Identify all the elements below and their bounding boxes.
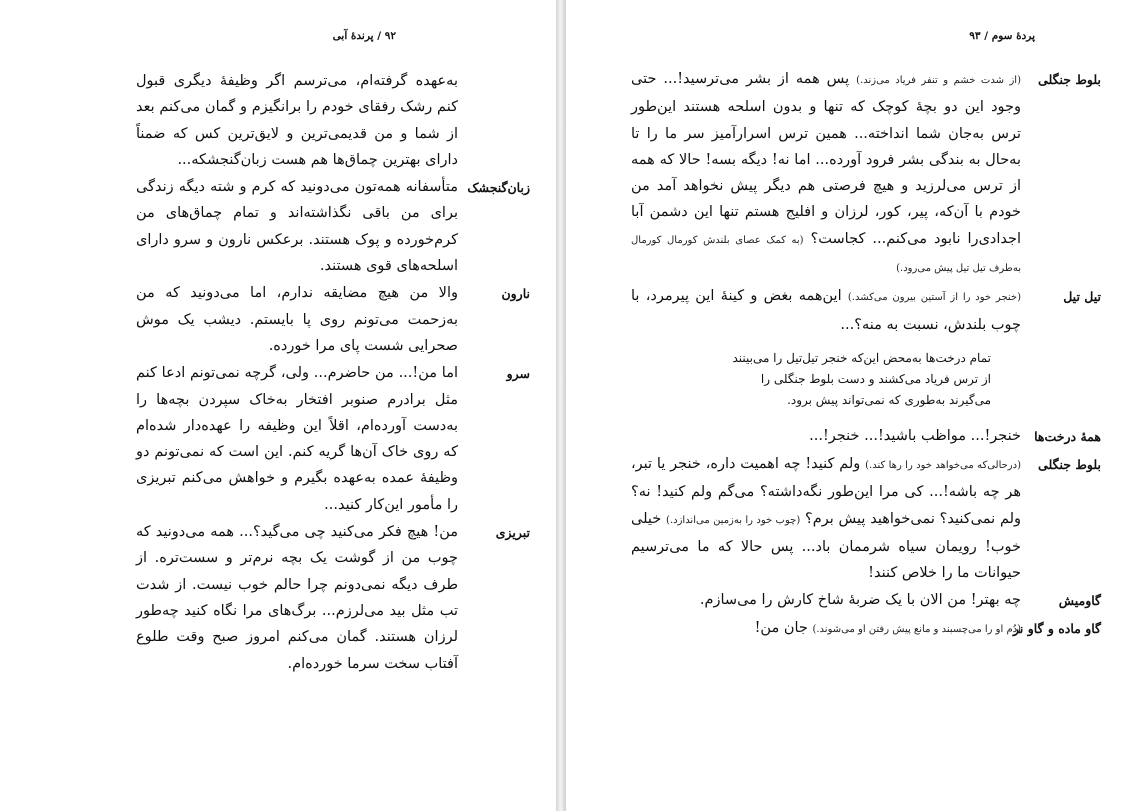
speech-line: پس همه از بشر می‌ترسید!... حتی وجود این دو بچهٔ کوچک که تنها و بدون اسلحه هستند این‌طور ترس به‌جان شما انداخته... همین ترس اسرارآمیز سر ما را تا به‌حال به بندگی بشر فرود آورده... اما نه! دیگه بسه! حالا که همه از ترس می‌لرزید و هیچ فرصتی هم دیگر پیش نخواهد آمد من خودم با آن‌که، پیر، کور، لرزان و افلیج هستم تنها این دشمن آبا اجدادی‌را نابود می‌کنم... کجاست؟ xyxy=(631,71,1022,247)
dialogue-entry xyxy=(631,66,1101,282)
dialogue-entry xyxy=(631,423,1101,450)
speaker-name: همهٔ درخت‌ها xyxy=(1034,428,1101,444)
stage-direction: (از شدت خشم و تنفر فریاد می‌زند.) xyxy=(856,75,1021,86)
speech-line: این‌همه بغض و کینهٔ این پیرمرد، با چوب بلندش، نسبت به منه؟... xyxy=(631,288,1021,333)
speech-text: خنجر!... مواظب باشید!... خنجر!... xyxy=(809,427,1021,444)
speaker-name: بلوط جنگلی xyxy=(1038,456,1101,472)
stage-direction: (دُم او را می‌چسبند و مانع پیش رفتن او می‌شوند.) xyxy=(812,624,1021,636)
dialogue-entry xyxy=(631,587,1101,614)
speaker-name: بلوط جنگلی xyxy=(1038,72,1101,87)
book-gutter xyxy=(556,0,566,811)
speech-text: والا من هیچ مضایقه ندارم، اما می‌دونید که من به‌زحمت می‌تونم روی پا بایستم. دیشب یک موش صحرایی شست پای مرا خورده. xyxy=(136,285,458,354)
stage-direction: (چوب خود را به‌زمین می‌اندازد.) xyxy=(666,514,801,526)
stage-direction-block: تمام درخت‌ها به‌محض این‌که خنجر تیل‌تیل را می‌بینند از ترس فریاد می‌کشند و دست بلوط جنگلی را می‌گیرند به‌طوری که نمی‌تواند پیش برود. xyxy=(732,350,991,407)
right-running-head: پردهٔ سوم / ۹۳ xyxy=(969,30,1035,42)
speech-text xyxy=(631,451,1021,586)
speech-line: جان من! xyxy=(754,620,808,637)
dialogue-entry: نارون والا من هیچ مضایقه ندارم، اما می‌دونید که من به‌زحمت می‌تونم روی پا بایستم. دیشب یک موش صحرایی شست پای مرا خورده. xyxy=(136,280,456,359)
speech-line: ولم کنید! چه اهمیت داره، خنجر یا تبر، هر چه باشه!... کی مرا این‌طور نگه‌داشته؟ می‌گم ولم کنید! نه؟ ولم نمی‌کنید؟ نمی‌خواهید پیش برم؟ xyxy=(631,455,1022,527)
speech-text: اما من!... من حاضرم... ولی، گرچه نمی‌تونم ادعا کنم مثل برادرم صنوبر افتخار به‌خاک سپردن بچه‌ها را به‌دست آورده‌ام، اقلاً این وظیفه را عهده‌دار شده‌ام که روی خاک آن‌ها گریه کنم. این است که نمی‌تونم دو وظیفهٔ عمده به‌عهده بگیرم و خواهش می‌کنم تبریزی را مأمور این‌کار کنید... xyxy=(136,365,458,513)
speech-text xyxy=(631,66,1021,282)
speaker-name: گاو ماده و گاو نر xyxy=(1012,621,1101,637)
speech-text: متأسفانه همه‌تون می‌دونید که کرم و شته دیگه زندگی برای من باقی نگذاشته‌اند و تمام چماق‌های من کرم‌خورده و پوک هستند. برعکس نارون و سرو دارای اسلحه‌های قوی هستند. xyxy=(136,179,458,275)
speech-text xyxy=(631,615,1021,643)
speech-text: به‌عهده گرفته‌ام، می‌ترسم اگر وظیفهٔ دیگری قبول کنم رشک رفقای خودم را برانگیزم و گمان می‌کنم بعد از شما و من قدیمی‌ترین و لایق‌ترین کس که ضمناً دارای بهترین چماق‌ها هم هست زبان‌گنجشکه... xyxy=(136,73,458,168)
dialogue-entry xyxy=(136,68,456,173)
dialogue-entry: زبان‌گنجشک متأسفانه همه‌تون می‌دونید که کرم و شته دیگه زندگی برای من باقی نگذاشته‌اند و تمام چماق‌های من کرم‌خورده و پوک هستند. برعکس نارون و سرو دارای اسلحه‌های قوی هستند. xyxy=(136,174,456,279)
speaker-name: تیل تیل xyxy=(1063,289,1101,305)
stage-direction: (درحالی‌که می‌خواهد خود را رها کند.) xyxy=(865,459,1021,471)
dialogue-entry xyxy=(631,451,1101,586)
stage-direction: (خنجر خود را از آستین بیرون می‌کشد.) xyxy=(847,292,1021,304)
speech-text xyxy=(631,283,1021,338)
speech-text: من! هیچ فکر می‌کنید چی می‌گید؟... همه می‌دونید که چوب من از گوشت یک بچه نرم‌تر و سست‌تره. از طرف دیگه نمی‌دونم چرا حالم خوب نیست. از شدت تب مثل بید می‌لرزم... برگ‌های مرا نگاه کنید چه‌طور لرزان هستند. گمان می‌کنم امروز صبح وقت طلوع آفتاب سخت سرما خورده‌ام. xyxy=(136,524,458,672)
dialogue-entry xyxy=(631,615,1101,643)
speaker-name: گاومیش xyxy=(1058,593,1101,609)
speech-line: خیلی خوب! رویمان سیاه شرممان باد... پس حالا که ما می‌ترسیم حیوانات ما را خلاص کنند! xyxy=(631,510,1021,582)
speech-text: چه بهتر! من الان با یک ضربهٔ شاخ کارش را می‌سازم. xyxy=(699,592,1021,609)
stage-direction: (به کمک عصای بلندش کورمال کورمال به‌طرف تیل تیل پیش می‌رود.) xyxy=(631,234,1021,275)
left-running-head: ۹۲ / پرندهٔ آبی xyxy=(332,30,396,42)
dialogue-entry: تبریزی من! هیچ فکر می‌کنید چی می‌گید؟... همه می‌دونید که چوب من از گوشت یک بچه نرم‌تر و سست‌تره. از طرف دیگه نمی‌دونم چرا حالم خوب نیست. از شدت تب مثل بید می‌لرزم... برگ‌های مرا نگاه کنید چه‌طور لرزان هستند. گمان می‌کنم امروز صبح وقت طلوع آفتاب سخت سرما خورده‌ام. xyxy=(136,519,456,677)
dialogue-entry xyxy=(631,283,1101,338)
left-page-body xyxy=(136,68,530,677)
right-page-body xyxy=(631,66,1101,644)
dialogue-entry: سرو اما من!... من حاضرم... ولی، گرچه نمی‌تونم ادعا کنم مثل برادرم صنوبر افتخار به‌خاک سپردن بچه‌ها را به‌دست آورده‌ام، اقلاً این وظیفه را عهده‌دار شده‌ام که روی خاک آن‌ها گریه کنم. این است که نمی‌تونم دو وظیفهٔ عمده به‌عهده بگیرم و خواهش می‌کنم تبریزی را مأمور این‌کار کنید... xyxy=(136,360,456,518)
left-page xyxy=(0,0,556,811)
right-page xyxy=(566,0,1121,811)
